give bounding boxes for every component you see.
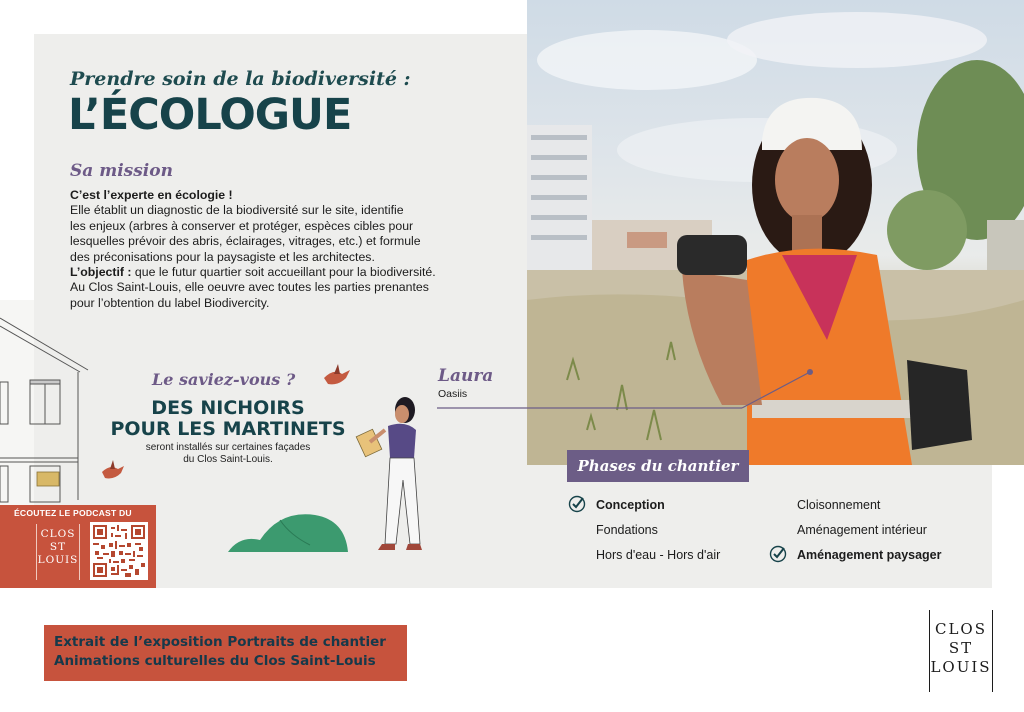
footer-line: Animations culturelles du Clos Saint-Louis: [54, 653, 376, 669]
pointer-line: [437, 366, 817, 416]
person-company: Oasiis: [438, 388, 468, 400]
nichoirs-sub-line: seront installés sur certaines façades: [145, 442, 311, 453]
podcast-label: ÉCOUTEZ LE PODCAST DU: [14, 508, 132, 518]
phase-item-conception: Conception: [596, 498, 665, 512]
house-drawing: [0, 300, 110, 510]
podcast-qr-code[interactable]: [90, 522, 148, 580]
footer-banner: [44, 625, 407, 681]
page-subtitle: Prendre soin de la biodiversité :: [70, 68, 411, 90]
phase-item-fondations: Fondations: [596, 523, 658, 537]
mission-line: pour l’obtention du label Biodivercity.: [70, 295, 270, 310]
podcast-logo: [36, 524, 80, 580]
mission-text: [70, 188, 500, 311]
qr-code-icon: [93, 525, 145, 577]
nichoirs-sub-line: du Clos Saint-Louis.: [183, 454, 273, 465]
mission-line: Au Clos Saint-Louis, elle oeuvre avec toutes les parties prenantes: [70, 280, 429, 295]
nichoirs-title-line: DES NICHOIRS: [151, 397, 305, 419]
check-circle-icon: [568, 495, 586, 513]
clos-st-louis-logo: [929, 610, 993, 692]
mission-objective: [70, 265, 500, 280]
logo-line: CLOS: [934, 620, 987, 638]
saviez-heading: Le saviez-vous ?: [152, 370, 296, 389]
phases-heading: Phases du chantier: [567, 450, 749, 482]
phase-item-amenagement-interieur: Aménagement intérieur: [797, 523, 927, 537]
check-circle-icon: [769, 545, 787, 563]
podcast-logo-line: CLOS: [40, 528, 76, 540]
phase-item-hors-eau: Hors d'eau - Hors d'air: [596, 548, 721, 562]
person-name: Laura: [438, 366, 494, 386]
mission-line: les enjeux (arbres à conserver et protéger, espèces cibles pour: [70, 218, 414, 233]
logo-line: ST: [948, 639, 974, 657]
page-title: L’ÉCOLOGUE: [68, 90, 352, 140]
phase-item-cloisonnement: Cloisonnement: [797, 498, 881, 512]
footer-line: Extrait de l’exposition Portraits de chantier: [54, 634, 386, 650]
objective-text: que le futur quartier soit accueillant pour la biodiversité.: [131, 265, 436, 280]
mission-line: Elle établit un diagnostic de la biodiversité sur le site, identifie: [70, 203, 404, 218]
mission-lead: C’est l’experte en écologie !: [70, 188, 233, 202]
mission-line: des préconisations pour la paysagiste et les architectes.: [70, 249, 375, 264]
nichoirs-title-line: POUR LES MARTINETS: [110, 418, 346, 440]
mission-heading: Sa mission: [70, 161, 173, 181]
phase-item-amenagement-paysager: Aménagement paysager: [797, 548, 942, 562]
logo-line: LOUIS: [930, 658, 992, 676]
podcast-logo-line: LOUIS: [37, 554, 79, 566]
objective-label: L’objectif :: [70, 265, 132, 280]
podcast-logo-line: ST: [49, 541, 67, 553]
illustration-woman-clipboard: [220, 360, 430, 560]
mission-line: lesquelles prévoir des abris, éclairages, vitrages, etc.) et formule: [70, 234, 421, 249]
